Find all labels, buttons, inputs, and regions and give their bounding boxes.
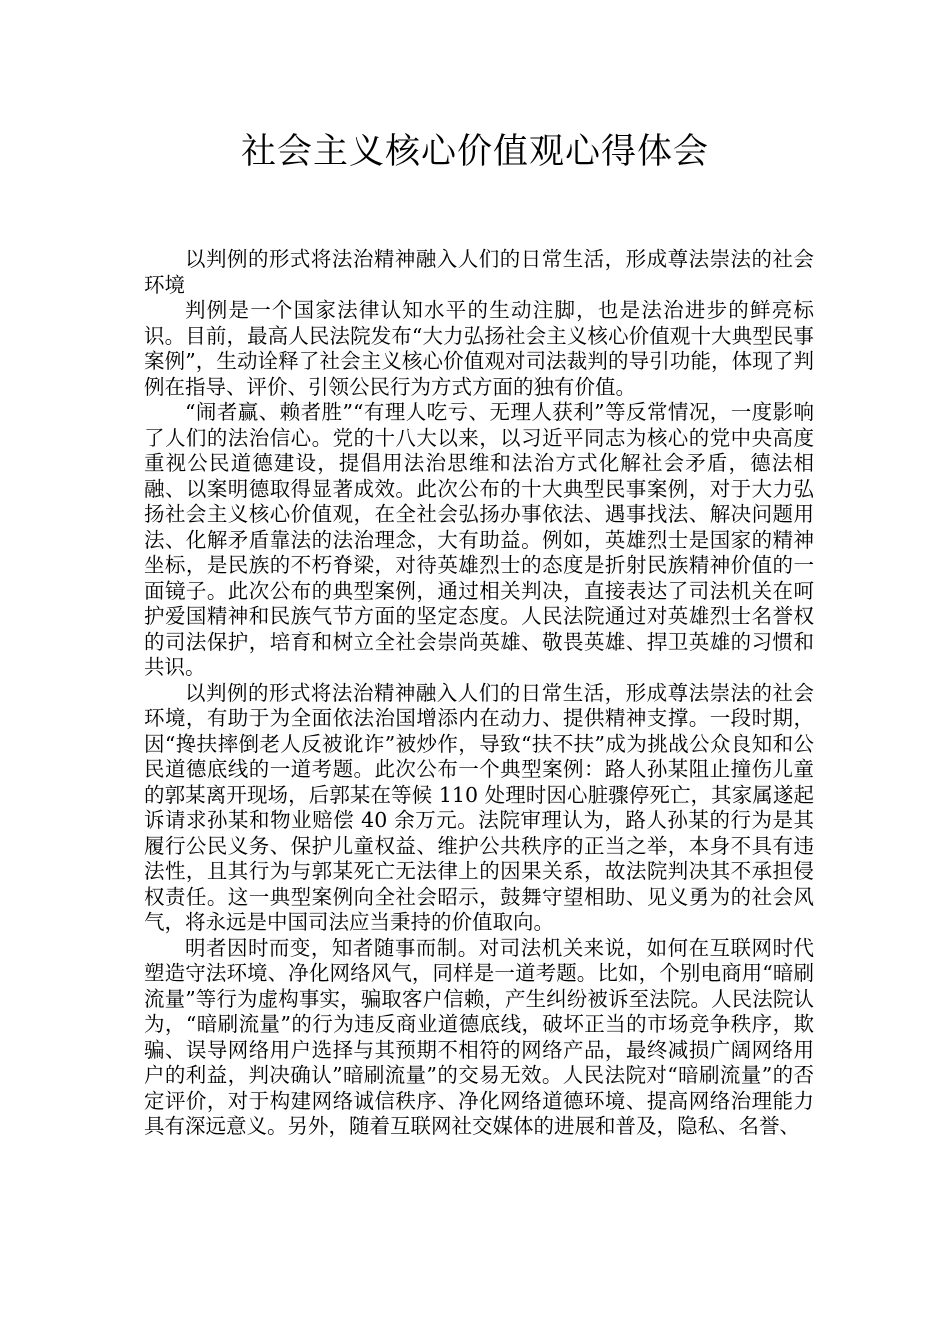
paragraph-heading: 以判例的形式将法治精神融入人们的日常生活，形成尊法崇法的社会环境 (144, 247, 814, 297)
paragraph: “闹者赢、赖者胜”“有理人吃亏、无理人获利”等反常情况，一度影响了人们的法治信心。党的十八大以来，以习近平同志为核心的党中央高度重视公民道德建设，提倡用法治思维和法治方式化解社会矛盾，德法相融、以案明德取得显著成效。此次公布的十大典型民事案例，对于大力弘扬社会主义核心价值观，在全社会弘扬办事依法、遇事找法、解决问题用法、化解矛盾靠法的法治理念，大有助益。例如，英雄烈士是国家的精神坐标，是民族的不朽脊梁，对待英雄烈士的态度是折射民族精神价值的一面镜子。此次公布的典型案例，通过相关判决，直接表达了司法机关在呵护爱国精神和民族气节方面的坚定态度。人民法院通过对英雄烈士名誉权的司法保护，培育和树立全社会崇尚英雄、敬畏英雄、捍卫英雄的习惯和共识。 (144, 400, 814, 679)
paragraph: 以判例的形式将法治精神融入人们的日常生活，形成尊法崇法的社会环境，有助于为全面依法治国增添内在动力、提供精神支撑。一段时期，因“搀扶摔倒老人反被讹诈”被炒作，导致“扶不扶”成为挑战公众良知和公民道德底线的一道考题。此次公布一个典型案例：路人孙某阻止撞伤儿童的郭某离开现场，后郭某在等候 110 处理时因心脏骤停死亡，其家属遂起诉请求孙某和物业赔偿 40 余万元。法院审理认为，路人孙某的行为是其履行公民义务、保护儿童权益、维护公共秩序的正当之举，本身不具有违法性，且其行为与郭某死亡无法律上的因果关系，故法院判决其不承担侵权责任。这一典型案例向全社会昭示，鼓舞守望相助、见义勇为的社会风气，将永远是中国司法应当秉持的价值取向。 (144, 680, 814, 934)
paragraph: 判例是一个国家法律认知水平的生动注脚，也是法治进步的鲜亮标识。目前，最高人民法院发布“大力弘扬社会主义核心价值观十大典型民事案例”，生动诠释了社会主义核心价值观对司法裁判的导引功能，体现了判例在指导、评价、引领公民行为方式方面的独有价值。 (144, 298, 814, 399)
paragraph: 明者因时而变，知者随事而制。对司法机关来说，如何在互联网时代塑造守法环境、净化网络风气，同样是一道考题。比如，个别电商用“暗刷流量”等行为虚构事实，骗取客户信赖，产生纠纷被诉至法院。人民法院认为，“暗刷流量”的行为违反商业道德底线，破坏正当的市场竞争秩序，欺骗、误导网络用户选择与其预期不相符的网络产品，最终减损广阔网络用户的利益，判决确认”暗刷流量”的交易无效。人民法院对“暗刷流量”的否定评价，对于构建网络诚信秩序、净化网络道德环境、提高网络治理能力具有深远意义。另外，随着互联网社交媒体的进展和普及，隐私、名誉、 (144, 935, 814, 1138)
document-body (144, 247, 814, 1140)
document-title: 社会主义核心价值观心得体会 (240, 132, 709, 172)
